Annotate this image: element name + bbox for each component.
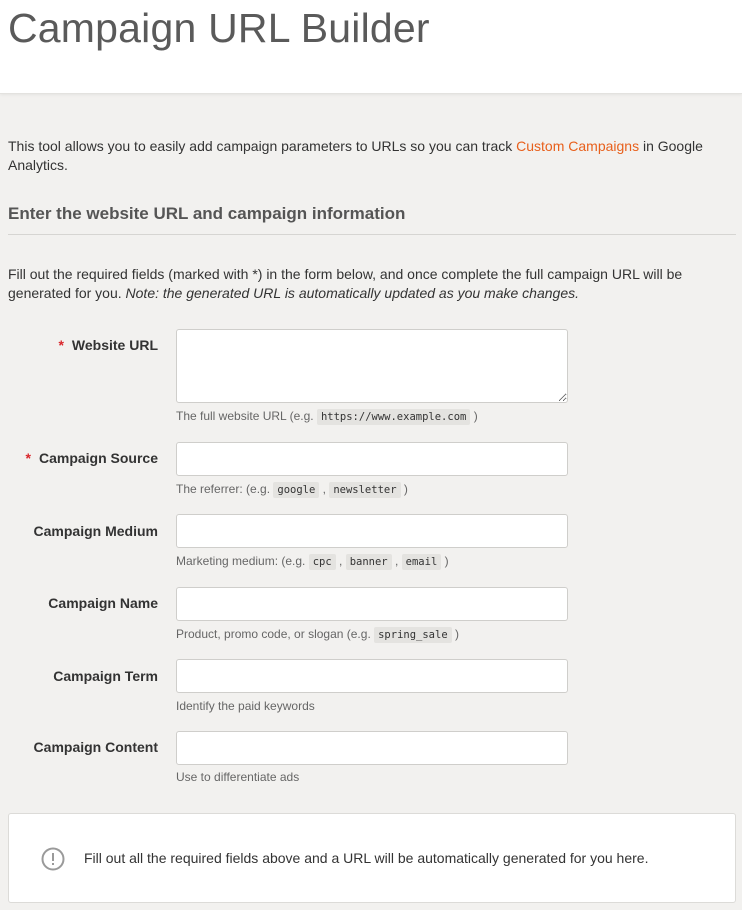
hint-text: , — [335, 554, 346, 568]
campaign-medium-hint — [176, 553, 449, 570]
hint-text: ) — [470, 409, 478, 423]
page-header — [0, 0, 742, 94]
instructions-note: Note: the generated URL is automatically updated as you make changes. — [125, 285, 579, 301]
required-marker: * — [25, 450, 31, 466]
hint-code: newsletter — [329, 482, 400, 498]
generated-url-box — [8, 813, 736, 903]
hint-text: ) — [441, 554, 449, 568]
campaign-medium-input[interactable] — [176, 514, 568, 548]
campaign-name-label: Campaign Name — [48, 595, 158, 611]
page-title: Campaign URL Builder — [8, 5, 430, 51]
exclamation-circle-icon — [41, 847, 65, 871]
campaign-medium-label: Campaign Medium — [33, 523, 158, 539]
required-marker: * — [58, 337, 64, 353]
hint-text: Product, promo code, or slogan (e.g. — [176, 627, 375, 641]
section-divider — [8, 234, 736, 235]
website-url-input[interactable] — [176, 329, 568, 403]
campaign-term-label: Campaign Term — [53, 668, 158, 684]
hint-code: email — [402, 554, 442, 570]
hint-code: cpc — [309, 554, 336, 570]
instructions-paragraph — [8, 265, 736, 303]
intro-paragraph — [8, 137, 734, 175]
hint-text: , — [319, 482, 330, 496]
generated-url-placeholder-text: Fill out all the required fields above and a URL will be automatically generated for you here. — [84, 850, 649, 866]
campaign-term-hint: Identify the paid keywords — [176, 699, 315, 713]
hint-text: The full website URL (e.g. — [176, 409, 317, 423]
hint-code: google — [273, 482, 319, 498]
hint-code: spring_sale — [374, 627, 452, 643]
campaign-name-input[interactable] — [176, 587, 568, 621]
instructions-text: Fill out the required fields (marked with *) in the form below, and once complete the full campaign URL will be generated for you. — [8, 266, 683, 301]
hint-text: , — [391, 554, 402, 568]
hint-text: ) — [451, 627, 459, 641]
intro-text-before: This tool allows you to easily add campaign parameters to URLs so you can track — [8, 138, 517, 154]
campaign-source-hint — [176, 481, 408, 498]
section-heading: Enter the website URL and campaign information — [8, 204, 406, 223]
website-url-label — [58, 337, 158, 353]
hint-code: https://www.example.com — [317, 409, 470, 425]
hint-code: banner — [346, 554, 392, 570]
campaign-source-label-text: Campaign Source — [38, 450, 158, 466]
campaign-content-label: Campaign Content — [33, 739, 158, 755]
hint-text: Marketing medium: (e.g. — [176, 554, 309, 568]
website-url-hint — [176, 408, 478, 425]
campaign-content-input[interactable] — [176, 731, 568, 765]
hint-text: ) — [400, 482, 408, 496]
hint-text: The referrer: (e.g. — [176, 482, 274, 496]
campaign-content-hint: Use to differentiate ads — [176, 770, 300, 784]
campaign-source-input[interactable] — [176, 442, 568, 476]
website-url-label-text: Website URL — [71, 337, 158, 353]
campaign-name-hint — [176, 626, 459, 643]
custom-campaigns-link[interactable]: Custom Campaigns — [516, 138, 640, 154]
intro-text-after: in Google Analytics. — [8, 138, 703, 173]
campaign-term-input[interactable] — [176, 659, 568, 693]
campaign-source-label — [26, 450, 158, 466]
